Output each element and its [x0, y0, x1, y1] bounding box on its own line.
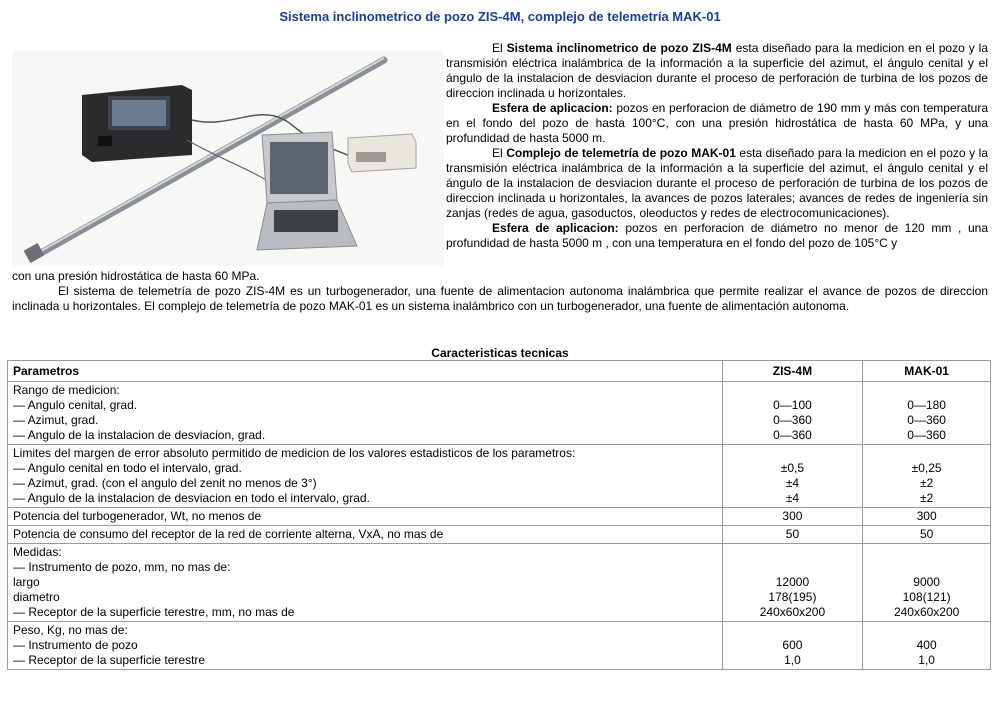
value-line: 178(195): [768, 590, 817, 604]
intro-text: [446, 41, 988, 251]
value-line: 600: [782, 638, 803, 652]
zis-system-name: Sistema inclinometrico de pozo ZIS-4M: [506, 41, 732, 55]
mak-value-cell: 300: [863, 508, 991, 526]
param-line: — Angulo de la instalacion de desviacion, grad.: [13, 428, 266, 442]
value-line: ±4: [785, 491, 800, 505]
summary-paragraph: El sistema de telemetría de pozo ZIS-4M es un turbogenerador, una fuente de alimentacion autonoma inalámbrica que permite realizar el avance de pozos de direccion inclinada u horizontales. El complejo de telemetría de pozo MAK-01 es un sistema inalámbrico con un turbogenerador, una fuente de alimentación autonoma.: [12, 284, 988, 313]
mak-value-cell: [863, 445, 991, 508]
intro-text-span: El: [492, 41, 507, 55]
mak-value-cell: [863, 544, 991, 622]
table-header-row: [8, 361, 991, 382]
value-line: ±2: [920, 491, 934, 505]
param-line: — Angulo cenital, grad.: [13, 398, 138, 412]
value-line: 0—360: [773, 428, 812, 442]
mak-value-cell: [863, 622, 991, 670]
param-line: Limites del margen de error absoluto permitido de medicion de los valores estadisticos de los parametros:: [13, 446, 576, 460]
page-title: Sistema inclinometrico de pozo ZIS-4M, complejo de telemetría MAK-01: [279, 9, 721, 24]
param-cell: Potencia de consumo del receptor de la red de corriente alterna, VxA, no mas de: [8, 526, 723, 544]
equipment-photo-icon: [12, 50, 444, 266]
table-row: [8, 622, 991, 670]
value-line: 0—360: [773, 413, 812, 427]
param-cell: [8, 544, 723, 622]
intro-paragraph-4: [446, 221, 988, 251]
param-line: — Instrumento de pozo: [13, 638, 138, 652]
intro-text-span: esta diseñado para la medicion en el pozo y la transmisión eléctrica inalámbrica de la información a la superficie del azimut, el ángulo cenital y el ángulo de la instalacion de desviacion durante el proceso de perforación de turbina de los pozos de direccion inclinada u horizontales.: [446, 41, 988, 100]
param-line: diametro: [13, 590, 60, 604]
value-line: 400: [916, 638, 937, 652]
equipment-photo: [12, 50, 444, 266]
param-line: — Azimut, grad.: [13, 413, 99, 427]
mak-value-cell: [863, 382, 991, 445]
value-line: ±2: [920, 476, 934, 490]
table-row: [8, 508, 991, 526]
value-line: ±4: [785, 476, 800, 490]
value-line: 0—180: [907, 398, 946, 412]
value-line: 240x60x200: [759, 605, 826, 619]
value-line: 108(121): [902, 590, 951, 604]
header-parametros: Parametros: [8, 361, 723, 382]
value-line: 1,0: [918, 653, 935, 667]
continuation-line: con una presión hidrostática de hasta 60 MPa.: [12, 269, 260, 283]
value-line: 0—360: [907, 413, 946, 427]
zis-value-cell: [722, 445, 863, 508]
param-line: — Angulo cenital en todo el intervalo, grad.: [13, 461, 242, 475]
value-line: ±0,25: [911, 461, 942, 475]
param-cell: [8, 382, 723, 445]
value-line: 240x60x200: [893, 605, 960, 619]
value-line: 1,0: [784, 653, 801, 667]
intro-text-span: esta diseñado para la medicion en el pozo y la transmisión eléctrica inalámbrica de la información a la superficie del azimut, el ángulo cenital y el ángulo de la instalacion de desviacion durante el proceso de perforación de turbina de los pozos de direccion inclinada u horizontales, la avances de pozos laterales; avances de redes de ingeniería sin zanjas (redes de agua, gasoductos, oleoductos y redes de electrocomunicaciones).: [446, 146, 988, 220]
intro-text-span: pozos en perforacion de diámetro de 190 mm y más con temperatura en el fondo del pozo de hasta 100°C, con una presión hidrostática de hasta 60 MPa, y una profundidad de hasta 5000 m.: [446, 101, 989, 145]
param-line: — Receptor de la superficie terestre, mm, no mas de: [13, 605, 295, 619]
param-line: Rango de medicion:: [13, 383, 120, 397]
table-row: [8, 526, 991, 544]
mak-value-cell: 50: [863, 526, 991, 544]
table-row: [8, 544, 991, 622]
header-zis: ZIS-4M: [722, 361, 863, 382]
param-line: — Receptor de la superficie terestre: [13, 653, 206, 667]
intro-paragraph-2: [446, 101, 988, 146]
value-line: ±0,5: [780, 461, 805, 475]
param-cell: Potencia del turbogenerador, Wt, no menos de: [8, 508, 723, 526]
table-caption: Caracteristicas tecnicas: [431, 346, 569, 360]
intro-paragraph-3: [446, 146, 988, 221]
application-label: Esfera de aplicacion:: [492, 221, 619, 235]
intro-text-span: El: [492, 146, 507, 160]
param-cell: [8, 445, 723, 508]
body-text: [12, 269, 988, 314]
mak-complex-name: Complejo de telemetría de pozo MAK-01: [506, 146, 736, 160]
zis-value-cell: [722, 544, 863, 622]
intro-text-span: pozos en perforacion de diámetro no menor de 120 mm , una profundidad de hasta 5000 m , con una temperatura en el fondo del pozo de 105°C y: [446, 221, 989, 250]
param-line: largo: [13, 575, 40, 589]
param-cell: [8, 622, 723, 670]
param-line: Medidas:: [13, 545, 62, 559]
value-line: 0—100: [773, 398, 812, 412]
param-line: — Angulo de la instalacion de desviacion en todo el intervalo, grad.: [13, 491, 370, 505]
param-line: — Azimut, grad. (con el angulo del zenit no menos de 3°): [13, 476, 317, 490]
param-line: Peso, Kg, no mas de:: [13, 623, 128, 637]
zis-value-cell: [722, 382, 863, 445]
zis-value-cell: 50: [722, 526, 863, 544]
zis-value-cell: 300: [722, 508, 863, 526]
specs-table: [7, 360, 991, 670]
zis-value-cell: [722, 622, 863, 670]
intro-paragraph-1: [446, 41, 988, 101]
param-line: — Instrumento de pozo, mm, no mas de:: [13, 560, 231, 574]
value-line: 12000: [775, 575, 810, 589]
value-line: 0—360: [907, 428, 946, 442]
value-line: 9000: [913, 575, 940, 589]
header-mak: MAK-01: [863, 361, 991, 382]
table-row: [8, 382, 991, 445]
application-label: Esfera de aplicacion:: [492, 101, 613, 115]
table-row: [8, 445, 991, 508]
